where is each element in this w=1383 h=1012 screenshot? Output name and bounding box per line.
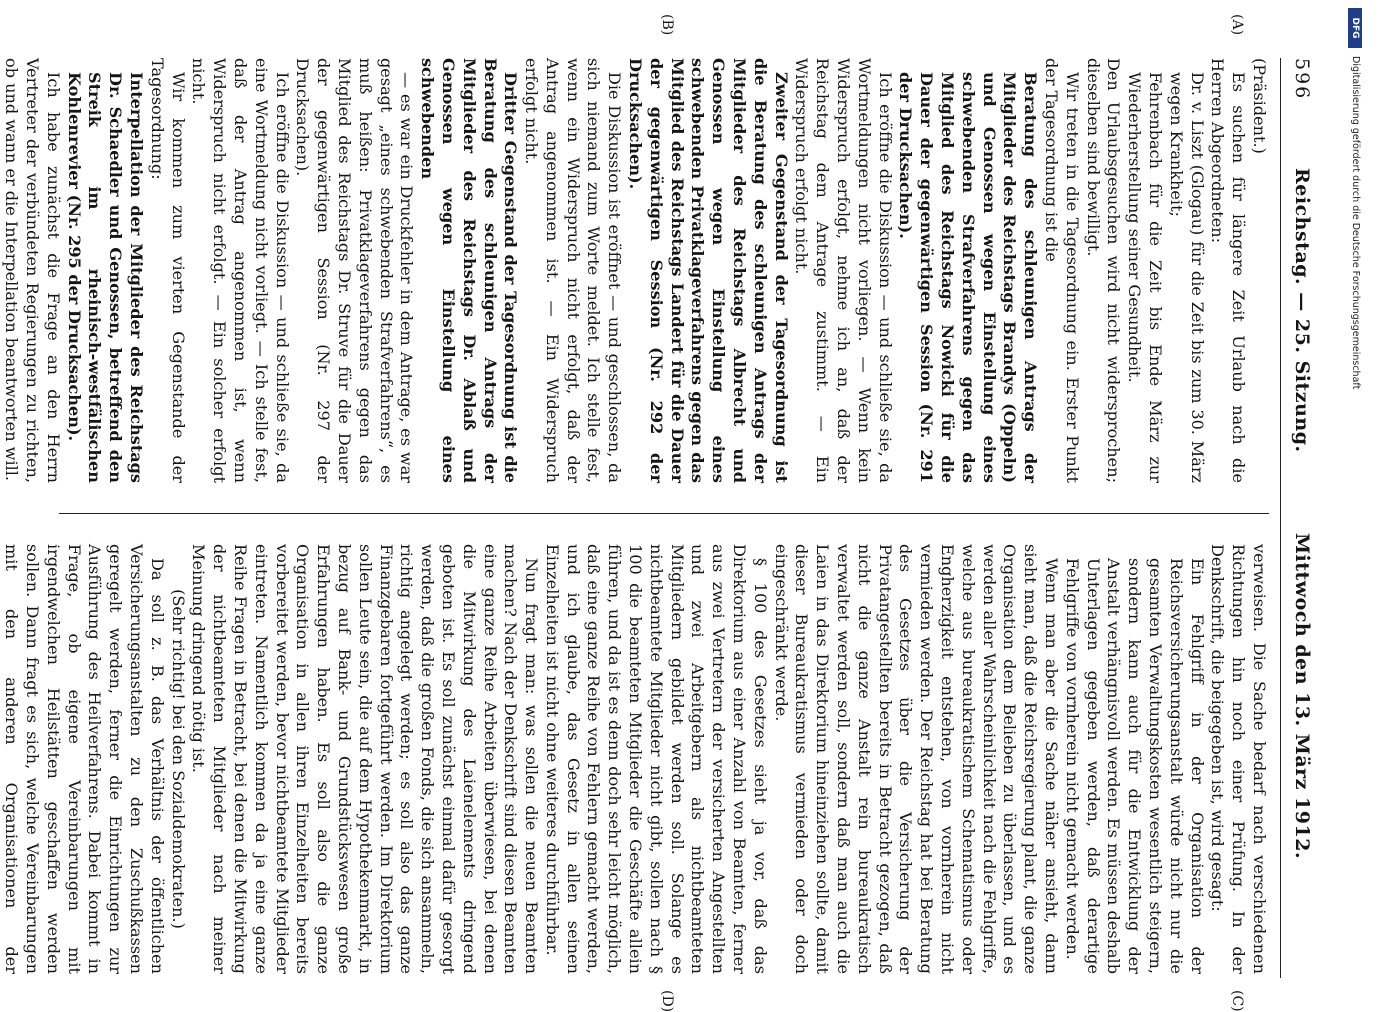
header-right-title: Mittwoch den 13. März 1912. <box>1291 533 1313 859</box>
digitization-credit <box>1347 8 1363 998</box>
interjection: (Sehr richtig! bei den Sozialdemokraten.) <box>167 544 188 974</box>
margin-mark-a: (A) <box>1229 14 1245 35</box>
agenda-item: Zweiter Gegenstand der Tagesordnung ist die Beratung des schleunigen Antrags der Mitglieder des Reichstags Albrecht und Genossen wegen Einstellung eines schwebenden Privatklageverfahrens gegen das Mitglied des Reichstags Landert für die Dauer der gegenwärtigen Session (Nr. 292 der Drucksachen). <box>624 58 790 483</box>
right-column <box>0 544 1269 974</box>
margin-mark-c: (C) <box>1229 990 1245 1012</box>
paragraph: Ich habe zunächst die Frage an den Herrn Vertreter der verbündeten Regierungen zu richten, ob und wann er die Interpellation beantworten will. <box>0 58 62 483</box>
paragraph: Dr. v. Liszt (Glogau) für die Zeit bis zum 30. März wegen Krankheit; <box>1165 58 1207 483</box>
column-divider <box>59 513 1269 514</box>
paragraph: Nun fragt man: was sollen die neuen Beamten machen? Nach der Denkschrift sind diesen Beamten eine ganze Reihe Arbeiten überwiesen, bei denen die Mitwirkung des Laienelements dringend geboten ist. Es soll zunächst einmal dafür gesorgt werden, daß die großen Fonds, die sich ansammeln, richtig angelegt werden; es soll also das ganze Finanzgebaren fortgeführt werden. Im Direktorium sollen Leute sein, die auf dem Hypothekenmarkt, in bezug auf Bank- und Grundstückswesen große Erfahrungen haben. Es soll also die ganze Organisation in allen ihren Einzelheiten bereits vorbereitet werden, bevor nichtbeamtete Mitglieder eintreten. Namentlich kommen da ja eine ganze Reihe Fragen in Betracht, bei denen die Mitwirkung der nichtbeamteten Mitglieder nach meiner Meinung dringend nötig ist. <box>188 544 542 974</box>
paragraph: Die Diskussion ist eröffnet — und geschlossen, da sich niemand zum Worte meldet. Ich stelle fest, wenn ein Widerspruch nicht erfolgt, daß der Antrag angenommen ist. — Ein Widerspruch erfolgt nicht. <box>520 58 624 483</box>
digitization-credit-text: Digitalisierung gefördert durch die Deutsche Forschungsgemeinschaft <box>1350 56 1361 389</box>
margin-mark-b: (B) <box>659 14 675 35</box>
paragraph: Wenn man aber die Sache näher ansieht, dann sieht man, daß die Reichsregierung plant, die ganze Organisation dem Belieben zu überlassen, und es werden aller Wahrscheinlichkeit nach die Fehlgriffe, welche aus bureaukratischem Schematismus oder Engherzigkeit entstehen, von vornherein nicht vermieden werden. Der Reichstag hat bei Beratung des Gesetzes über die Versicherung der Privatangestellten bereits in Betracht gezogen, daß nicht die ganze Anstalt rein bureaukratisch verwaltet werden soll, sondern daß man auch die Laien in das Direktorium hineinziehen sollte, damit dieser Bureaukratismus vermieden oder doch eingeschränkt werde. <box>770 544 1061 974</box>
paragraph: Wir kommen zum vierten Gegenstande der Tagesordnung: <box>146 58 188 483</box>
dfg-logo: DFG <box>1349 8 1363 48</box>
paragraph: Den Urlaubsgesuchen wird nicht widersprochen; dieselben sind bewilligt. <box>1082 58 1124 483</box>
quotation: Ein Fehlgriff in der Organisation der Reichsversicherungsanstalt würde nicht nur die gesamten Verwaltungskosten wesentlich steigern, sondern kann auch für die Entwicklung der Anstalt verhängnisvoll werden. Es müssen deshalb Unterlagen gegeben werden, daß derartige Fehlgriffe von vornherein nicht gemacht werden. <box>1061 544 1207 974</box>
paragraph: Ich eröffne die Diskussion — und schließe sie, da eine Wortmeldung nicht vorliegt. — Ich stelle fest, daß der Antrag angenommen ist, wenn Widerspruch nicht erfolgt. — Ein solcher erfolgt nicht. <box>188 58 292 483</box>
margin-mark-d: (D) <box>659 990 675 1012</box>
paragraph: Da soll z. B. das Verhältnis der öffentlichen Versicherungsanstalten zu den Zuschußkassen geregelt werden, ferner die Einrichtungen zur Ausführung des Heilverfahrens. Dabei kommt in Frage, ob eigene Vereinbarungen mit irgendwelchen Heilstätten geschaffen werden sollen. Dann fragt es sich, welche Vereinbarungen mit den anderen Organisationen der <box>0 544 167 974</box>
left-column <box>0 58 1269 483</box>
paragraph: § 100 des Gesetzes sieht ja vor, daß das Direktorium aus einer Anzahl von Beamten, ferner aus zwei Vertretern der versicherten Angestellten und zwei Arbeitgebern als nichtbeamteten Mitgliedern gebildet werden soll. Solange es nichtbeamtete Mitglieder nicht gibt, sollen nach § 100 die beamteten Mitglieder die Geschäfte allein führen, und da ist es denn doch sehr leicht möglich, daß eine ganze Reihe von Fehlern gemacht werden, und ich glaube, das Gesetz in allen seinen Einzelheiten ist nicht ohne weiteres durchführbar. <box>541 544 770 974</box>
rotated-page <box>55 58 1325 978</box>
paragraph: (Präsident.) <box>1248 58 1269 483</box>
agenda-item: Beratung des schleunigen Antrags der Mitglieder des Reichstags Brandys (Oppeln) und Genossen wegen Einstellung eines schwebenden Strafverfahrens gegen das Mitglied des Reichstags Nowicki für die Dauer der gegenwärtigen Session (Nr. 291 der Drucksachen). <box>895 58 1041 483</box>
agenda-item: Interpellation der Mitglieder des Reichstags Dr. Schaedler und Genossen, betreffend den Streik im rheinisch-westfälischen Kohlenrevier (Nr. 295 der Drucksachen). <box>63 58 146 483</box>
page-number: 596 <box>1291 58 1313 100</box>
paragraph: verweisen. Die Sache bedarf nach verschiedenen Richtungen hin noch einer Prüfung. In der Denkschrift, die beigegeben ist, wird gesagt: <box>1207 544 1269 974</box>
agenda-item: Dritter Gegenstand der Tagesordnung ist die Beratung des schleunigen Antrags der Mitglieder des Reichstags Dr. Ablaß und Genossen wegen Einstellung eines schwebenden <box>416 58 520 483</box>
paragraph: Fehrenbach für die Zeit bis Ende März zur Wiederherstellung seiner Gesundheit. <box>1123 58 1165 483</box>
paragraph: Es suchen für längere Zeit Urlaub nach die Herren Abgeordneten: <box>1207 58 1249 483</box>
header-left-title: Reichstag. — 25. Sitzung. <box>1291 168 1313 453</box>
paragraph: Ich eröffne die Diskussion — und schließe sie, da Wortmeldungen nicht vorliegen. — Wenn kein Widerspruch erfolgt, nehme ich an, daß der Reichstag dem Antrage zustimmt. — Ein Widerspruch erfolgt nicht. <box>791 58 895 483</box>
page-header <box>1280 58 1325 978</box>
paragraph: Wir treten in die Tagesordnung ein. Erster Punkt der Tagesordnung ist die <box>1040 58 1082 483</box>
paragraph: — es war ein Druckfehler in dem Antrage, es war gesagt „eines schwebenden Strafverfahrens“, es muß heißen: Privatklageverfahrens gegen das Mitglied des Reichstags Dr. Struve für die Dauer der gegenwärtigen Session (Nr. 297 der Drucksachen). <box>292 58 417 483</box>
